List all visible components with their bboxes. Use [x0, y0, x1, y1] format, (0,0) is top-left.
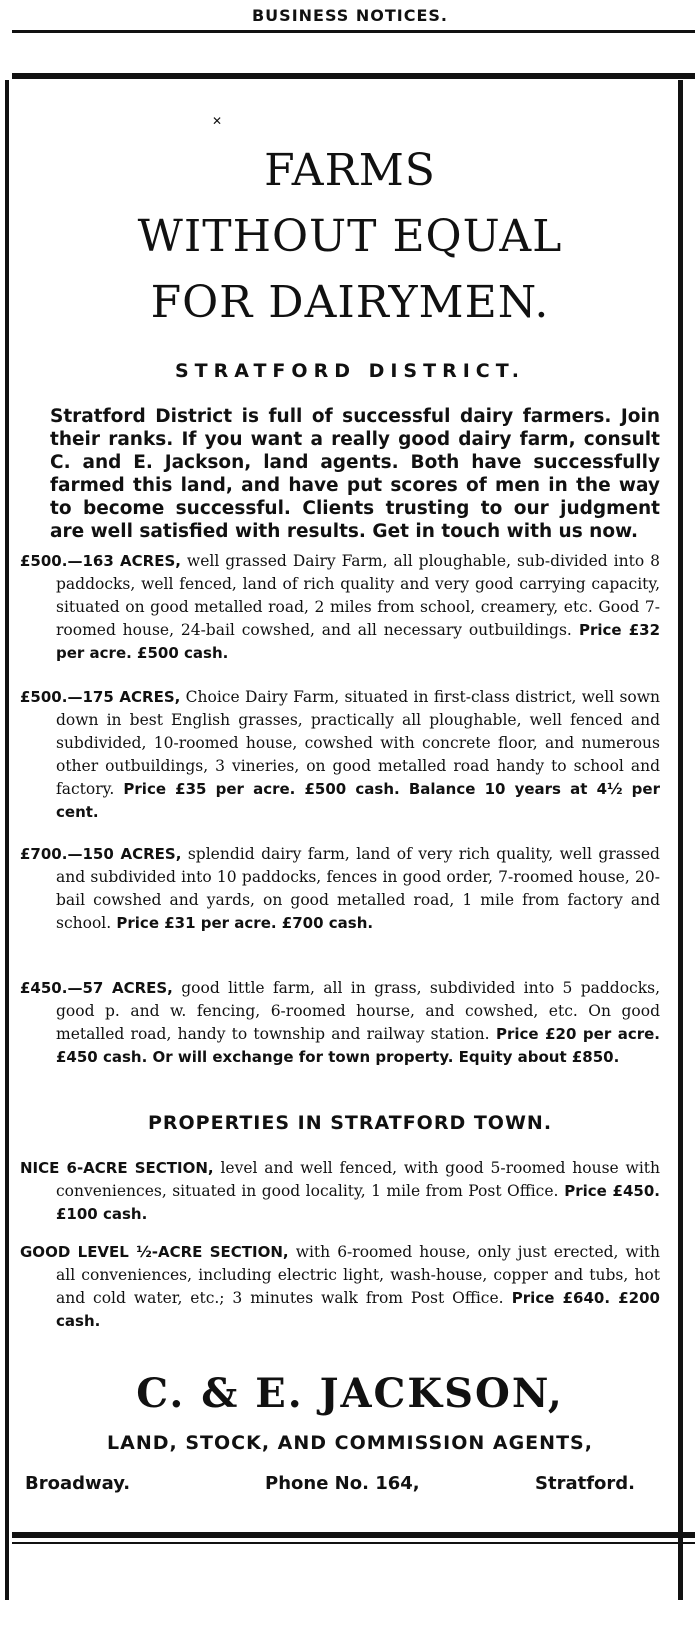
- listing-text: good little farm, all in grass, subdivided into 5 paddocks, good p. and w. fencing, 6-roomed hourse, and cowshed, etc. On good metalled road, handy to township and railway station.: [56, 979, 661, 1043]
- listing-3: [20, 843, 660, 935]
- phone: Phone No. 164,: [265, 1473, 420, 1494]
- company-name: C. & E. JACKSON,: [136, 1370, 564, 1417]
- company-role: LAND, STOCK, AND COMMISSION AGENTS,: [107, 1432, 593, 1454]
- town-heading: PROPERTIES IN STRATFORD TOWN.: [147, 1112, 553, 1134]
- section-header: BUSINESS NOTICES.: [251, 6, 448, 25]
- town-listing-2: [20, 1241, 660, 1333]
- listing-lead: GOOD LEVEL ½-ACRE SECTION,: [20, 1243, 289, 1261]
- listing-lead: £700.—150 ACRES,: [20, 845, 182, 863]
- listing-2: [20, 686, 660, 824]
- listing-lead: £500.—175 ACRES,: [20, 688, 181, 706]
- listing-text: level and well fenced, with good 5-roomed house with conveniences, situated in good locality, 1 mile from Post Office.: [56, 1159, 660, 1200]
- listing-lead: £500.—163 ACRES,: [20, 552, 181, 570]
- top-thick-rule: [12, 73, 695, 79]
- listing-lead: NICE 6-ACRE SECTION,: [20, 1159, 214, 1177]
- district-heading: STRATFORD DISTRICT.: [174, 360, 526, 382]
- street: Broadway.: [25, 1473, 131, 1494]
- town: Stratford.: [535, 1473, 635, 1494]
- bottom-thin-rule: [12, 1542, 695, 1544]
- title-line-1: FARMS: [264, 145, 436, 196]
- listing-price: Price £35 per acre. £500 cash. Balance 10 years at 4½ per cent.: [56, 780, 660, 821]
- cross-mark: ✕: [212, 114, 223, 128]
- listing-price: Price £450. £100 cash.: [56, 1182, 660, 1223]
- town-listing-1: [20, 1157, 660, 1226]
- listing-text: well grassed Dairy Farm, all ploughable, sub-divided into 8 paddocks, well fenced, land of rich quality and very good carrying capacity, situated on good metalled road, 2 miles from school, creamery, etc. Good 7-roomed house, 24-bail cowshed, and all necessary outbuildings.: [56, 552, 660, 639]
- listing-lead: £450.—57 ACRES,: [20, 979, 173, 997]
- listing-1: [20, 550, 660, 665]
- top-thin-rule: [12, 30, 695, 33]
- title-line-3: FOR DAIRYMEN.: [150, 277, 550, 328]
- listing-4: [20, 977, 660, 1069]
- advert-title: [0, 138, 700, 336]
- intro-paragraph: Stratford District is full of successful dairy farmers. Join their ranks. If you want a really good dairy farm, consult C. and E. Jackson, land agents. Both have successfully farmed this land, and have put scores of men in the way to become successful. Clients trusting to our judgment are well satisfied with results. Get in touch with us now.: [50, 406, 660, 542]
- listing-price: Price £31 per acre. £700 cash.: [111, 914, 374, 932]
- listing-price: Price £20 per acre. £450 cash. Or will exchange for town property. Equity about £850.: [56, 1025, 660, 1066]
- listing-price: Price £32 per acre. £500 cash.: [56, 621, 661, 662]
- bottom-thick-rule: [12, 1532, 695, 1538]
- listing-text: splendid dairy farm, land of very rich quality, well grassed and subdivided into 10 paddocks, fences in good order, 7-roomed house, 20-bail cowshed and yards, on good metalled road, 1 mile from factory and school.: [56, 845, 660, 932]
- title-line-2: WITHOUT EQUAL: [137, 211, 563, 262]
- listing-text: with 6-roomed house, only just erected, with all conveniences, including electric light, wash-house, copper and tubs, hot and cold water, etc.; 3 minutes walk from Post Office.: [56, 1243, 660, 1307]
- listing-price: Price £640. £200 cash.: [56, 1289, 660, 1330]
- listing-text: Choice Dairy Farm, situated in first-class district, well sown down in best English grasses, practically all ploughable, well fenced and subdivided, 10-roomed house, cowshed with concrete floor, and numerous other outbuildings, 3 vineries, on good metalled road handy to school and factory.: [56, 688, 660, 798]
